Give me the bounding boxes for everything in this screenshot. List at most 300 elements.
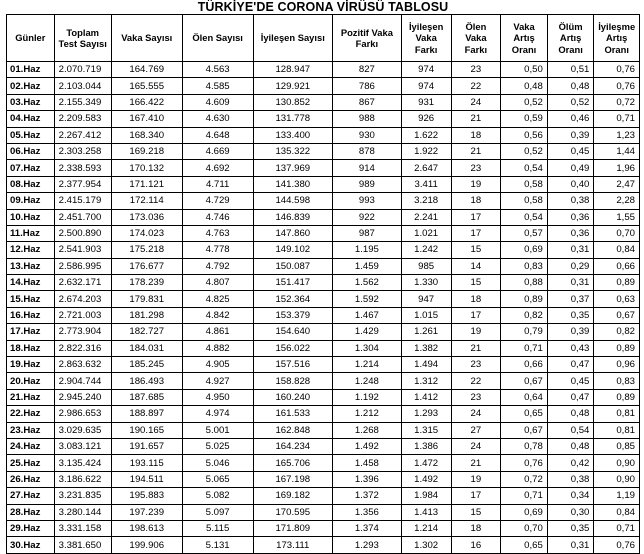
cell-recovered: 147.860 — [253, 225, 332, 241]
cell-day: 07.Haz — [7, 160, 55, 176]
cell-total-tests: 2.586.995 — [54, 258, 111, 274]
cell-deaths: 4.927 — [182, 373, 253, 389]
cell-recovery-rate: 0,89 — [594, 275, 640, 291]
cell-deaths: 4.609 — [182, 94, 253, 110]
cell-deaths: 4.563 — [182, 62, 253, 78]
cell-case-rate: 0,58 — [501, 176, 548, 192]
cell-deaths: 4.825 — [182, 291, 253, 307]
cell-total-tests: 2.904.744 — [54, 373, 111, 389]
cell-case-rate: 0,54 — [501, 209, 548, 225]
cell-death-rate: 0,52 — [547, 94, 594, 110]
cell-total-tests: 2.209.583 — [54, 111, 111, 127]
cell-cases: 165.555 — [111, 78, 182, 94]
cell-recovery-rate: 0,67 — [594, 307, 640, 323]
cell-total-tests: 3.280.144 — [54, 504, 111, 520]
cell-recovered: 151.417 — [253, 275, 332, 291]
cell-total-tests: 2.451.700 — [54, 209, 111, 225]
cell-day: 22.Haz — [7, 406, 55, 422]
cell-recovered: 154.640 — [253, 324, 332, 340]
cell-day: 21.Haz — [7, 389, 55, 405]
cell-cases: 166.422 — [111, 94, 182, 110]
cell-new-cases: 867 — [332, 94, 401, 110]
cell-death-rate: 0,45 — [547, 373, 594, 389]
cell-recovery-rate: 0,70 — [594, 225, 640, 241]
cell-cases: 181.298 — [111, 307, 182, 323]
cell-total-tests: 2.267.412 — [54, 127, 111, 143]
cell-recovered: 146.839 — [253, 209, 332, 225]
cell-case-rate: 0,56 — [501, 127, 548, 143]
cell-new-recovered: 1.330 — [401, 275, 451, 291]
cell-recovery-rate: 0,89 — [594, 340, 640, 356]
cell-recovered: 153.379 — [253, 307, 332, 323]
cell-recovered: 141.380 — [253, 176, 332, 192]
cell-cases: 172.114 — [111, 193, 182, 209]
cell-recovered: 161.533 — [253, 406, 332, 422]
cell-total-tests: 2.863.632 — [54, 357, 111, 373]
cell-cases: 185.245 — [111, 357, 182, 373]
cell-cases: 188.897 — [111, 406, 182, 422]
cell-deaths: 4.778 — [182, 242, 253, 258]
cell-new-deaths: 19 — [451, 176, 501, 192]
cell-recovery-rate: 0,81 — [594, 406, 640, 422]
header-iyilesen-vaka-farki: İyileşen Vaka Farkı — [401, 15, 451, 62]
cell-new-cases: 930 — [332, 127, 401, 143]
cell-deaths: 5.025 — [182, 438, 253, 454]
cell-deaths: 4.905 — [182, 357, 253, 373]
cell-cases: 179.831 — [111, 291, 182, 307]
cell-recovery-rate: 0,76 — [594, 78, 640, 94]
header-olum-artis-orani: Ölüm Artış Oranı — [547, 15, 594, 62]
cell-recovery-rate: 2,47 — [594, 176, 640, 192]
corona-table — [6, 14, 640, 554]
cell-new-recovered: 1.494 — [401, 357, 451, 373]
cell-death-rate: 0,31 — [547, 242, 594, 258]
cell-case-rate: 0,58 — [501, 193, 548, 209]
cell-new-deaths: 14 — [451, 258, 501, 274]
cell-total-tests: 2.338.593 — [54, 160, 111, 176]
cell-death-rate: 0,47 — [547, 357, 594, 373]
cell-new-deaths: 23 — [451, 389, 501, 405]
table-row — [7, 242, 640, 258]
cell-death-rate: 0,35 — [547, 307, 594, 323]
cell-case-rate: 0,50 — [501, 62, 548, 78]
cell-deaths: 4.763 — [182, 225, 253, 241]
cell-recovered: 158.828 — [253, 373, 332, 389]
cell-cases: 182.727 — [111, 324, 182, 340]
cell-new-deaths: 18 — [451, 193, 501, 209]
cell-recovery-rate: 1,55 — [594, 209, 640, 225]
cell-death-rate: 0,43 — [547, 340, 594, 356]
cell-new-cases: 1.356 — [332, 504, 401, 520]
cell-case-rate: 0,79 — [501, 324, 548, 340]
cell-case-rate: 0,76 — [501, 455, 548, 471]
cell-new-deaths: 24 — [451, 94, 501, 110]
cell-total-tests: 2.303.258 — [54, 143, 111, 159]
table-row — [7, 78, 640, 94]
cell-cases: 167.410 — [111, 111, 182, 127]
cell-day: 25.Haz — [7, 455, 55, 471]
cell-recovery-rate: 0,76 — [594, 537, 640, 553]
cell-new-cases: 1.212 — [332, 406, 401, 422]
cell-total-tests: 3.135.424 — [54, 455, 111, 471]
cell-death-rate: 0,39 — [547, 324, 594, 340]
cell-total-tests: 2.155.349 — [54, 94, 111, 110]
cell-new-deaths: 24 — [451, 406, 501, 422]
cell-new-deaths: 17 — [451, 488, 501, 504]
cell-new-recovered: 974 — [401, 62, 451, 78]
cell-new-recovered: 1.312 — [401, 373, 451, 389]
cell-case-rate: 0,59 — [501, 111, 548, 127]
cell-cases: 191.657 — [111, 438, 182, 454]
cell-new-cases: 1.293 — [332, 537, 401, 553]
cell-new-cases: 1.248 — [332, 373, 401, 389]
table-row — [7, 406, 640, 422]
table-row — [7, 389, 640, 405]
cell-recovered: 128.947 — [253, 62, 332, 78]
cell-total-tests: 3.083.121 — [54, 438, 111, 454]
header-gunler: Günler — [7, 15, 55, 62]
cell-deaths: 4.746 — [182, 209, 253, 225]
cell-recovered: 170.595 — [253, 504, 332, 520]
cell-death-rate: 0,54 — [547, 422, 594, 438]
cell-cases: 168.340 — [111, 127, 182, 143]
cell-day: 14.Haz — [7, 275, 55, 291]
header-iyilesme-artis-orani: İyileşme Artış Oranı — [594, 15, 640, 62]
cell-day: 30.Haz — [7, 537, 55, 553]
cell-recovery-rate: 2,28 — [594, 193, 640, 209]
header-vaka-artis-orani: Vaka Artış Oranı — [501, 15, 548, 62]
cell-recovered: 137.969 — [253, 160, 332, 176]
cell-case-rate: 0,48 — [501, 78, 548, 94]
table-row — [7, 275, 640, 291]
cell-new-deaths: 18 — [451, 127, 501, 143]
cell-new-deaths: 23 — [451, 160, 501, 176]
cell-cases: 171.121 — [111, 176, 182, 192]
cell-cases: 186.493 — [111, 373, 182, 389]
cell-deaths: 5.065 — [182, 471, 253, 487]
table-row — [7, 127, 640, 143]
table-row — [7, 209, 640, 225]
cell-total-tests: 2.986.653 — [54, 406, 111, 422]
cell-recovery-rate: 0,71 — [594, 520, 640, 536]
cell-recovered: 165.706 — [253, 455, 332, 471]
cell-recovered: 150.087 — [253, 258, 332, 274]
cell-deaths: 4.861 — [182, 324, 253, 340]
cell-day: 19.Haz — [7, 357, 55, 373]
cell-deaths: 4.974 — [182, 406, 253, 422]
cell-new-recovered: 2.647 — [401, 160, 451, 176]
cell-death-rate: 0,48 — [547, 438, 594, 454]
cell-new-cases: 1.195 — [332, 242, 401, 258]
cell-new-cases: 1.372 — [332, 488, 401, 504]
cell-cases: 170.132 — [111, 160, 182, 176]
cell-new-deaths: 22 — [451, 373, 501, 389]
header-toplam-test: Toplam Test Sayısı — [54, 15, 111, 62]
cell-recovery-rate: 0,82 — [594, 324, 640, 340]
cell-day: 04.Haz — [7, 111, 55, 127]
cell-new-recovered: 947 — [401, 291, 451, 307]
cell-new-cases: 914 — [332, 160, 401, 176]
cell-new-deaths: 22 — [451, 78, 501, 94]
cell-new-recovered: 1.015 — [401, 307, 451, 323]
cell-deaths: 5.046 — [182, 455, 253, 471]
cell-case-rate: 0,88 — [501, 275, 548, 291]
cell-new-deaths: 17 — [451, 225, 501, 241]
cell-day: 05.Haz — [7, 127, 55, 143]
cell-recovery-rate: 0,90 — [594, 455, 640, 471]
cell-deaths: 4.729 — [182, 193, 253, 209]
cell-total-tests: 2.674.203 — [54, 291, 111, 307]
cell-new-recovered: 1.302 — [401, 537, 451, 553]
cell-new-recovered: 1.242 — [401, 242, 451, 258]
cell-new-recovered: 3.411 — [401, 176, 451, 192]
table-row — [7, 422, 640, 438]
cell-total-tests: 2.541.903 — [54, 242, 111, 258]
cell-new-recovered: 1.472 — [401, 455, 451, 471]
cell-new-cases: 786 — [332, 78, 401, 94]
cell-day: 28.Haz — [7, 504, 55, 520]
cell-new-cases: 1.396 — [332, 471, 401, 487]
cell-recovered: 173.111 — [253, 537, 332, 553]
cell-recovered: 130.852 — [253, 94, 332, 110]
cell-day: 23.Haz — [7, 422, 55, 438]
cell-recovery-rate: 1,23 — [594, 127, 640, 143]
cell-new-deaths: 24 — [451, 438, 501, 454]
cell-deaths: 4.692 — [182, 160, 253, 176]
table-row — [7, 111, 640, 127]
cell-case-rate: 0,83 — [501, 258, 548, 274]
cell-day: 15.Haz — [7, 291, 55, 307]
cell-day: 10.Haz — [7, 209, 55, 225]
cell-death-rate: 0,36 — [547, 209, 594, 225]
cell-cases: 175.218 — [111, 242, 182, 258]
cell-case-rate: 0,71 — [501, 488, 548, 504]
cell-new-cases: 1.268 — [332, 422, 401, 438]
cell-recovered: 144.598 — [253, 193, 332, 209]
cell-day: 29.Haz — [7, 520, 55, 536]
cell-total-tests: 2.070.719 — [54, 62, 111, 78]
cell-cases: 193.115 — [111, 455, 182, 471]
cell-new-recovered: 1.293 — [401, 406, 451, 422]
cell-new-deaths: 18 — [451, 520, 501, 536]
cell-new-recovered: 931 — [401, 94, 451, 110]
cell-new-cases: 1.492 — [332, 438, 401, 454]
cell-death-rate: 0,46 — [547, 111, 594, 127]
cell-day: 18.Haz — [7, 340, 55, 356]
cell-new-cases: 827 — [332, 62, 401, 78]
cell-new-cases: 878 — [332, 143, 401, 159]
cell-new-deaths: 21 — [451, 143, 501, 159]
cell-recovery-rate: 1,19 — [594, 488, 640, 504]
cell-new-deaths: 23 — [451, 62, 501, 78]
cell-death-rate: 0,31 — [547, 537, 594, 553]
cell-case-rate: 0,71 — [501, 340, 548, 356]
cell-recovered: 133.400 — [253, 127, 332, 143]
cell-case-rate: 0,69 — [501, 242, 548, 258]
cell-new-deaths: 15 — [451, 242, 501, 258]
cell-recovery-rate: 0,76 — [594, 62, 640, 78]
cell-death-rate: 0,51 — [547, 62, 594, 78]
cell-new-recovered: 1.382 — [401, 340, 451, 356]
cell-deaths: 5.082 — [182, 488, 253, 504]
cell-day: 16.Haz — [7, 307, 55, 323]
cell-day: 09.Haz — [7, 193, 55, 209]
cell-new-cases: 1.304 — [332, 340, 401, 356]
cell-new-cases: 1.562 — [332, 275, 401, 291]
header-vaka-sayisi: Vaka Sayısı — [111, 15, 182, 62]
cell-deaths: 4.711 — [182, 176, 253, 192]
table-row — [7, 537, 640, 553]
cell-new-recovered: 985 — [401, 258, 451, 274]
cell-case-rate: 0,65 — [501, 537, 548, 553]
cell-case-rate: 0,67 — [501, 422, 548, 438]
cell-new-cases: 993 — [332, 193, 401, 209]
cell-new-recovered: 1.261 — [401, 324, 451, 340]
cell-new-cases: 1.429 — [332, 324, 401, 340]
cell-death-rate: 0,36 — [547, 225, 594, 241]
cell-case-rate: 0,64 — [501, 389, 548, 405]
table-row — [7, 62, 640, 78]
cell-new-deaths: 15 — [451, 504, 501, 520]
cell-recovery-rate: 0,90 — [594, 471, 640, 487]
cell-new-cases: 988 — [332, 111, 401, 127]
cell-total-tests: 2.822.316 — [54, 340, 111, 356]
cell-death-rate: 0,42 — [547, 455, 594, 471]
header-pozitif-vaka-farki: Pozitif Vaka Farkı — [332, 15, 401, 62]
cell-new-recovered: 1.492 — [401, 471, 451, 487]
cell-case-rate: 0,66 — [501, 357, 548, 373]
cell-cases: 178.239 — [111, 275, 182, 291]
cell-new-recovered: 1.413 — [401, 504, 451, 520]
header-olen-sayisi: Ölen Sayısı — [182, 15, 253, 62]
cell-new-cases: 1.459 — [332, 258, 401, 274]
cell-case-rate: 0,69 — [501, 504, 548, 520]
cell-recovery-rate: 0,84 — [594, 242, 640, 258]
cell-new-recovered: 1.386 — [401, 438, 451, 454]
table-title: TÜRKİYE'DE CORONA VİRÜSÜ TABLOSU — [197, 0, 449, 14]
table-row — [7, 94, 640, 110]
cell-cases: 195.883 — [111, 488, 182, 504]
cell-new-cases: 922 — [332, 209, 401, 225]
cell-new-cases: 1.374 — [332, 520, 401, 536]
cell-deaths: 5.001 — [182, 422, 253, 438]
table-row — [7, 520, 640, 536]
cell-deaths: 4.648 — [182, 127, 253, 143]
cell-case-rate: 0,54 — [501, 160, 548, 176]
cell-total-tests: 2.945.240 — [54, 389, 111, 405]
cell-deaths: 5.115 — [182, 520, 253, 536]
cell-case-rate: 0,57 — [501, 225, 548, 241]
cell-recovery-rate: 0,85 — [594, 438, 640, 454]
cell-deaths: 4.882 — [182, 340, 253, 356]
cell-new-cases: 1.467 — [332, 307, 401, 323]
cell-new-recovered: 926 — [401, 111, 451, 127]
cell-recovered: 156.022 — [253, 340, 332, 356]
cell-recovery-rate: 0,84 — [594, 504, 640, 520]
cell-recovery-rate: 0,96 — [594, 357, 640, 373]
cell-recovered: 157.516 — [253, 357, 332, 373]
cell-new-recovered: 1.922 — [401, 143, 451, 159]
cell-new-deaths: 21 — [451, 340, 501, 356]
cell-deaths: 5.097 — [182, 504, 253, 520]
cell-total-tests: 2.721.003 — [54, 307, 111, 323]
table-row — [7, 324, 640, 340]
cell-recovered: 169.182 — [253, 488, 332, 504]
table-row — [7, 193, 640, 209]
cell-case-rate: 0,52 — [501, 94, 548, 110]
cell-death-rate: 0,29 — [547, 258, 594, 274]
cell-death-rate: 0,48 — [547, 406, 594, 422]
cell-recovered: 167.198 — [253, 471, 332, 487]
cell-cases: 169.218 — [111, 143, 182, 159]
cell-new-cases: 987 — [332, 225, 401, 241]
table-row — [7, 373, 640, 389]
cell-death-rate: 0,37 — [547, 291, 594, 307]
cell-deaths: 4.669 — [182, 143, 253, 159]
table-row — [7, 455, 640, 471]
cell-day: 01.Haz — [7, 62, 55, 78]
cell-total-tests: 2.773.904 — [54, 324, 111, 340]
cell-death-rate: 0,31 — [547, 275, 594, 291]
cell-deaths: 4.585 — [182, 78, 253, 94]
cell-total-tests: 3.029.635 — [54, 422, 111, 438]
cell-case-rate: 0,67 — [501, 373, 548, 389]
cell-total-tests: 3.381.650 — [54, 537, 111, 553]
cell-total-tests: 2.103.044 — [54, 78, 111, 94]
cell-new-cases: 1.458 — [332, 455, 401, 471]
cell-day: 06.Haz — [7, 143, 55, 159]
cell-new-deaths: 19 — [451, 471, 501, 487]
cell-new-recovered: 1.622 — [401, 127, 451, 143]
cell-new-cases: 1.214 — [332, 357, 401, 373]
cell-death-rate: 0,40 — [547, 176, 594, 192]
cell-recovered: 129.921 — [253, 78, 332, 94]
cell-recovery-rate: 0,72 — [594, 94, 640, 110]
cell-new-recovered: 1.021 — [401, 225, 451, 241]
cell-new-deaths: 17 — [451, 307, 501, 323]
cell-total-tests: 2.415.179 — [54, 193, 111, 209]
cell-recovered: 149.102 — [253, 242, 332, 258]
table-row — [7, 488, 640, 504]
table-row — [7, 471, 640, 487]
cell-cases: 176.677 — [111, 258, 182, 274]
cell-new-deaths: 16 — [451, 537, 501, 553]
cell-deaths: 4.950 — [182, 389, 253, 405]
cell-total-tests: 2.377.954 — [54, 176, 111, 192]
spreadsheet — [6, 0, 640, 554]
table-row — [7, 438, 640, 454]
cell-day: 03.Haz — [7, 94, 55, 110]
cell-cases: 199.906 — [111, 537, 182, 553]
cell-total-tests: 3.186.622 — [54, 471, 111, 487]
cell-deaths: 4.842 — [182, 307, 253, 323]
cell-case-rate: 0,72 — [501, 471, 548, 487]
cell-cases: 164.769 — [111, 62, 182, 78]
cell-deaths: 5.131 — [182, 537, 253, 553]
cell-total-tests: 3.331.158 — [54, 520, 111, 536]
cell-total-tests: 2.632.171 — [54, 275, 111, 291]
cell-recovery-rate: 0,71 — [594, 111, 640, 127]
cell-day: 08.Haz — [7, 176, 55, 192]
cell-recovery-rate: 0,83 — [594, 373, 640, 389]
cell-death-rate: 0,30 — [547, 504, 594, 520]
cell-cases: 198.613 — [111, 520, 182, 536]
cell-deaths: 4.630 — [182, 111, 253, 127]
cell-death-rate: 0,35 — [547, 520, 594, 536]
cell-recovery-rate: 1,96 — [594, 160, 640, 176]
cell-new-recovered: 1.412 — [401, 389, 451, 405]
cell-new-deaths: 19 — [451, 324, 501, 340]
